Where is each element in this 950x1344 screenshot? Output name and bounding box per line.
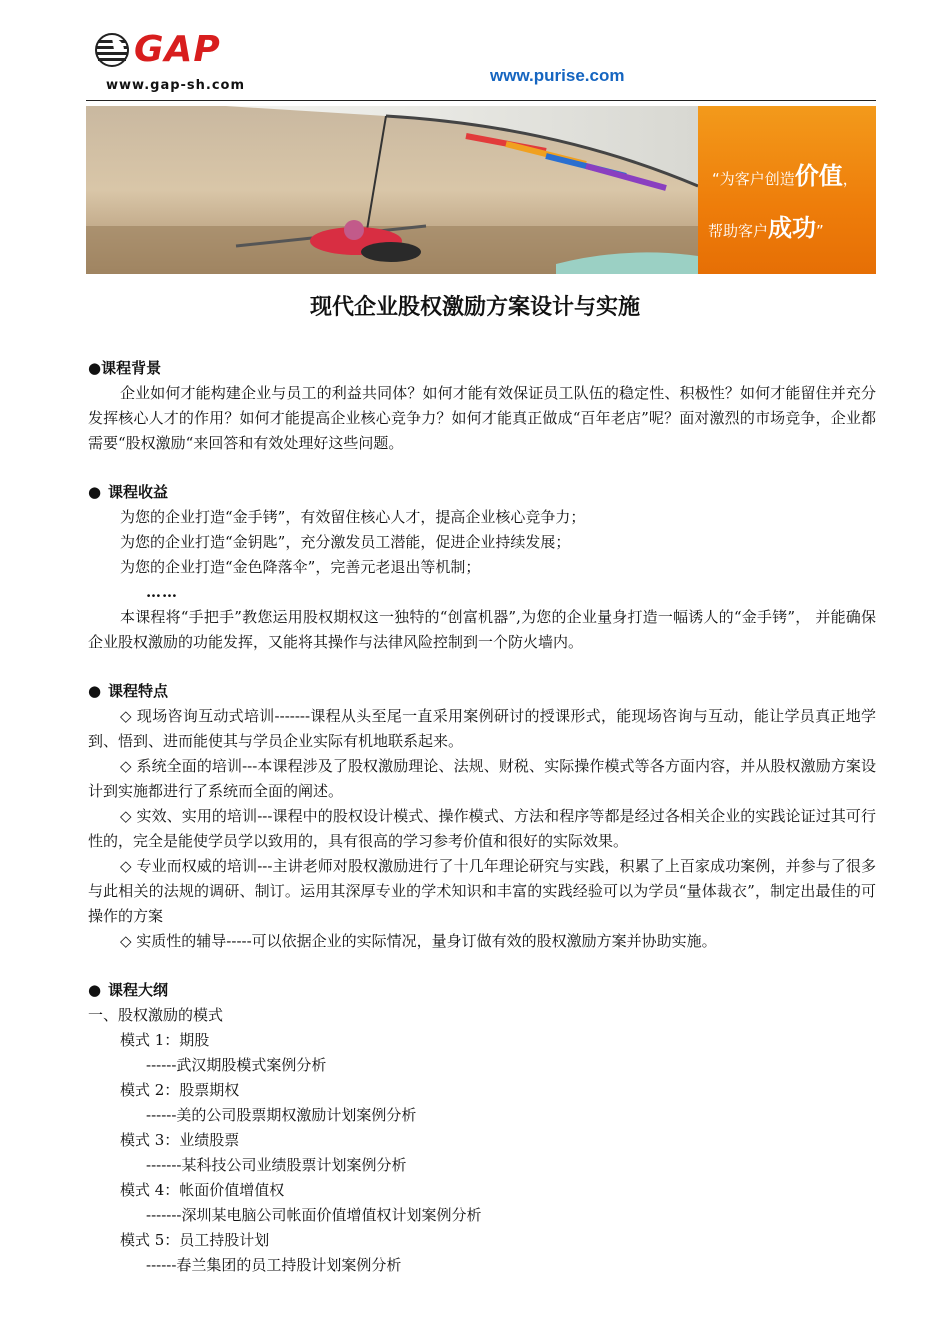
benefit-line: 为您的企业打造“金钥匙”，充分激发员工潜能，促进企业持续发展； — [120, 533, 571, 551]
outline-case: -------深圳某电脑公司帐面价值增值权计划案例分析 — [146, 1206, 482, 1224]
feature-item: ◇ 实效、实用的培训---课程中的股权设计模式、操作模式、方法和程序等都是经过各相关企业的实践论证过其可行性的，完全是能使学员学以致用的，具有很高的学习参考价值和很好的实际效果。 — [88, 807, 876, 850]
logo-wordmark: GAP — [134, 29, 221, 70]
page-title: 现代企业股权激励方案设计与实施 — [309, 295, 640, 320]
hang-glider-photo — [86, 106, 698, 274]
background-paragraph: 企业如何才能构建企业与员工的利益共同体？如何才能有效保证员工队伍的稳定性、积极性？如何才能留住并充分发挥核心人才的作用？如何才能提高企业核心竞争力？如何才能真正做成“百年老店”呢？面对激烈的市场竞争，企业都需要“股权激励“来回答和有效处理好这些问题。 — [88, 384, 876, 452]
ellipsis: …… — [146, 583, 178, 601]
site-url-link[interactable]: www.purise.com — [490, 66, 625, 85]
outline-mode: 模式 5：员工持股计划 — [120, 1231, 270, 1249]
outline-mode: 模式 2：股票期权 — [120, 1081, 240, 1099]
course-content — [88, 356, 876, 1278]
section-heading-benefits: ● 课程收益 — [88, 483, 169, 501]
feature-item: ◇ 系统全面的培训---本课程涉及了股权激励理论、法规、财税、实际操作模式等各方面内容，并从股权激励方案设计到实施都进行了系统而全面的阐述。 — [88, 757, 876, 800]
page-header — [86, 30, 876, 100]
feature-item: ◇ 现场咨询互动式培训-------课程从头至尾一直采用案例研讨的授课形式，能现场咨询与互动，能让学员真正地学到、悟到、进而能使其与学员企业实际有机地联系起来。 — [88, 707, 876, 750]
outline-case: ------春兰集团的员工持股计划案例分析 — [146, 1256, 402, 1274]
slogan-line-1: “为客户创造价值， — [712, 162, 858, 190]
outline-mode: 模式 1：期股 — [120, 1031, 210, 1049]
feature-item: ◇ 实质性的辅导-----可以依据企业的实际情况，量身订做有效的股权激励方案并协助实施。 — [120, 932, 717, 950]
slogan-panel — [698, 106, 876, 274]
globe-logo-icon — [94, 32, 130, 68]
header-divider — [86, 100, 876, 101]
logo-url[interactable]: www.gap-sh.com — [106, 78, 246, 93]
outline-case: ------美的公司股票期权激励计划案例分析 — [146, 1106, 417, 1124]
slogan-line-2: 帮助客户成功” — [708, 214, 824, 242]
benefit-line: 为您的企业打造“金色降落伞”，完善元老退出等机制； — [120, 558, 481, 576]
benefit-line: 为您的企业打造“金手铐”，有效留住核心人才，提高企业核心竞争力； — [120, 508, 586, 526]
feature-item: ◇ 专业而权威的培训---主讲老师对股权激励进行了十几年理论研究与实践，积累了上百家成功案例，并参与了很多与此相关的法规的调研、制订。运用其深厚专业的学术知识和丰富的实践经验可以为学员“量体裁衣”，制定出最佳的可操作的方案 — [88, 857, 876, 925]
banner — [86, 106, 876, 274]
section-heading-outline: ● 课程大纲 — [88, 981, 169, 999]
benefits-summary: 本课程将“手把手”教您运用股权期权这一独特的“创富机器”,为您的企业量身打造一幅诱人的“金手铐”， 并能确保企业股权激励的功能发挥，又能将其操作与法律风险控制到一个防火墙内。 — [88, 608, 876, 651]
section-heading-background: ●课程背景 — [88, 359, 162, 377]
outline-mode: 模式 4：帐面价值增值权 — [120, 1181, 285, 1199]
gap-logo — [94, 30, 264, 94]
outline-case: -------某科技公司业绩股票计划案例分析 — [146, 1156, 407, 1174]
outline-mode: 模式 3：业绩股票 — [120, 1131, 240, 1149]
outline-part-heading: 一、股权激励的模式 — [88, 1006, 224, 1024]
section-heading-features: ● 课程特点 — [88, 682, 169, 700]
outline-case: ------武汉期股模式案例分析 — [146, 1056, 327, 1074]
